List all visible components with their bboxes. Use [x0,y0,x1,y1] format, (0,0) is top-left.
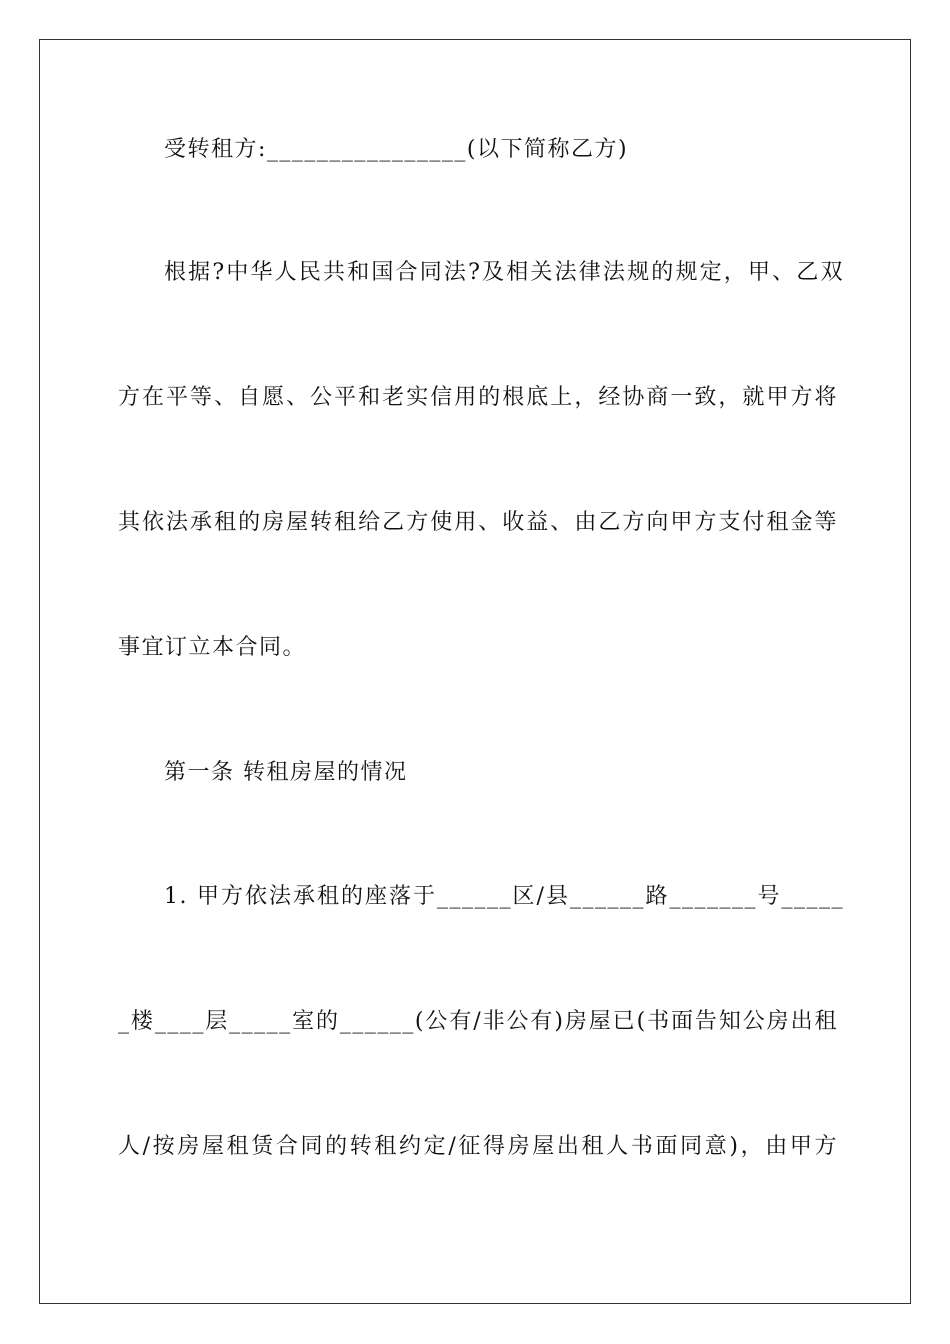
clause-line-3: 人/按房屋租赁合同的转租约定/征得房屋出租人书面同意)，由甲方 [118,1134,838,1159]
article-heading: 第一条 转租房屋的情况 [164,760,408,785]
paragraph-line-3: 其依法承租的房屋转租给乙方使用、收益、由乙方向甲方支付租金等 [118,510,838,535]
clause-line-1: 1. 甲方依法承租的座落于______区/县______路_______号_____ [164,884,844,909]
page-border [39,39,911,1304]
clause-line-2: _楼____层_____室的______(公有/非公有)房屋已(书面告知公房出租 [118,1009,838,1034]
paragraph-line-4: 事宜订立本合同。 [118,635,307,660]
paragraph-line-2: 方在平等、自愿、公平和老实信用的根底上，经协商一致，就甲方将 [118,385,838,410]
paragraph-line-1: 根据?中华人民共和国合同法?及相关法律法规的规定，甲、乙双 [164,260,844,285]
sublessee-line: 受转租方:________________(以下简称乙方) [164,137,629,162]
